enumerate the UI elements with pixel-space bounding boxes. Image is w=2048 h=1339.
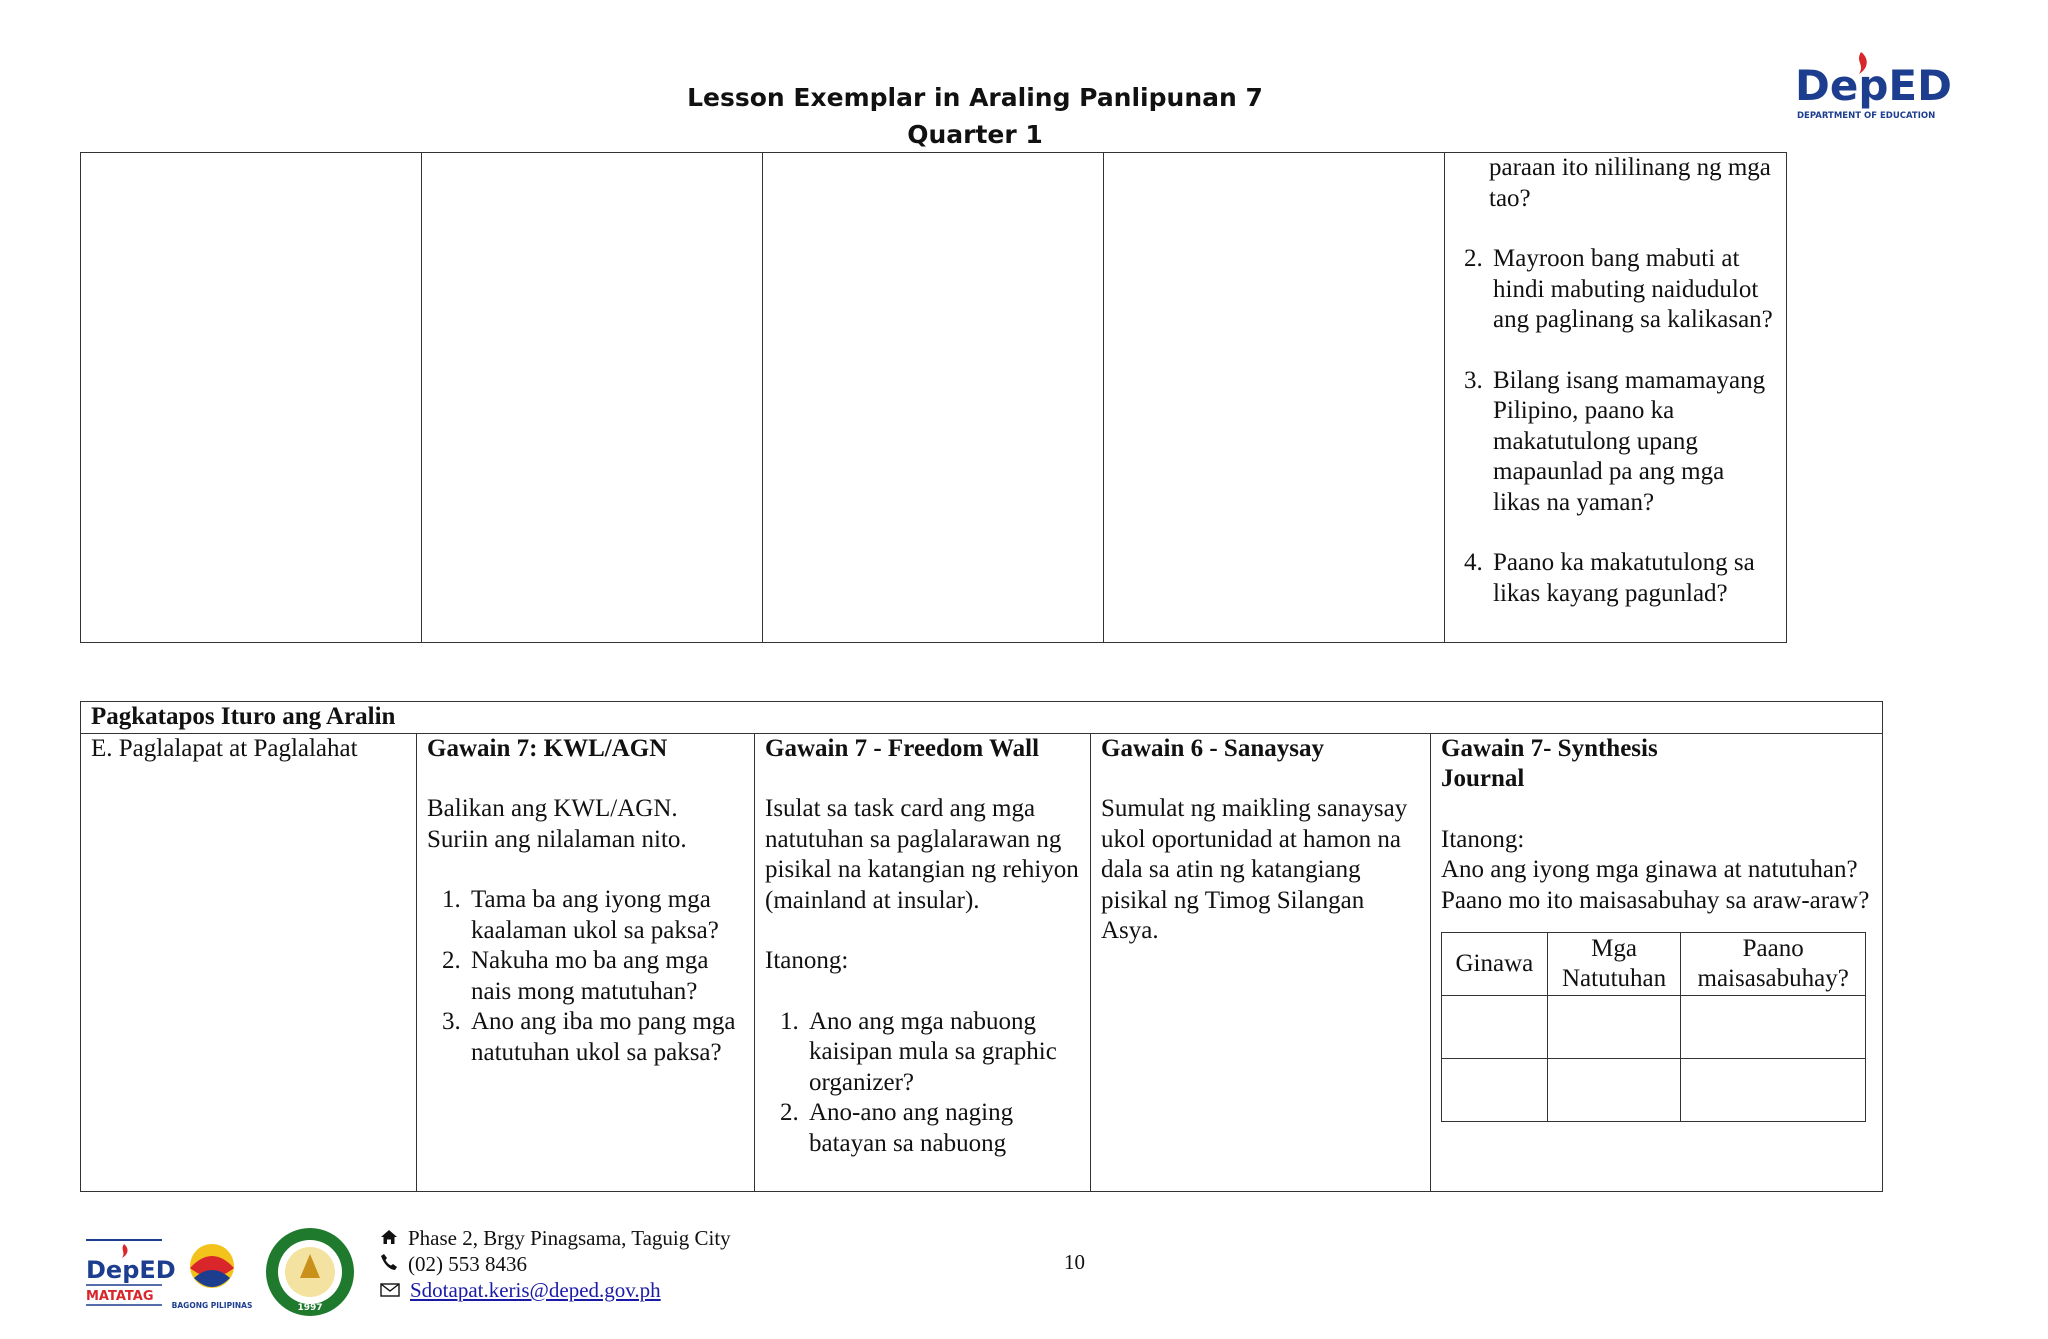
footer-address: Phase 2, Brgy Pinagsama, Taguig City <box>408 1226 731 1250</box>
journal-cell <box>1681 996 1866 1059</box>
journal-cell <box>1442 1059 1548 1122</box>
journal-cell <box>1442 996 1548 1059</box>
phase-label: E. Paglalapat at Paglalahat <box>81 733 417 1191</box>
list-item: 1. Tama ba ang iyong mga kaalaman ukol sa paksa? <box>467 885 744 946</box>
gawain-journal-title: Gawain 7- Synthesis Journal <box>1441 734 1658 792</box>
journal-cell <box>1547 996 1681 1059</box>
gawain-sanaysay-text: Sumulat ng maikling sanaysay ukol oportunidad at hamon na dala sa atin ng katangiang pisikal ng Timog Silangan Asya. <box>1101 795 1408 944</box>
gawain-journal-cell <box>1431 733 1883 1191</box>
matatag-text: MATATAG <box>86 1289 154 1304</box>
journal-cell <box>1681 1059 1866 1122</box>
mail-icon <box>380 1277 400 1303</box>
cont-cell-2 <box>422 153 763 643</box>
document-title: Lesson Exemplar in Araling Panlipunan 7 <box>687 83 1263 112</box>
bagong-pilipinas-logo <box>172 1236 252 1312</box>
footer-phone: (02) 553 8436 <box>408 1252 527 1276</box>
gawain-journal-text: Ano ang iyong mga ginawa at natutuhan? Paano mo ito maisasabuhay sa araw-araw? <box>1441 856 1870 914</box>
home-icon <box>380 1225 398 1251</box>
quarter-label: Quarter 1 <box>907 120 1043 149</box>
gawain-sanaysay-title: Gawain 6 - Sanaysay <box>1101 734 1324 762</box>
gawain-freedom-title: Gawain 7 - Freedom Wall <box>765 734 1040 762</box>
journal-header-maisasabuhay: Paano maisasabuhay? <box>1681 933 1866 996</box>
gawain-kwl-title: Gawain 7: KWL/AGN <box>427 734 668 762</box>
deped-logo-subtext: DEPARTMENT OF EDUCATION <box>1797 111 1936 121</box>
section-title: Pagkatapos Ituro ang Aralin <box>81 702 1883 734</box>
cont-cell-5 <box>1445 153 1787 643</box>
school-seal-year: 1997 <box>297 1303 323 1313</box>
list-item: 3. Bilang isang mamamayang Pilipino, paano ka makatutulong upang mapaunlad pa ang mga likas na yaman? <box>1489 366 1776 519</box>
list-item: 4. Paano ka makatutulong sa likas kayang pagunlad? <box>1489 548 1776 609</box>
journal-header-ginawa: Ginawa <box>1442 933 1548 996</box>
matatag-deped-text: DepED <box>86 1256 176 1284</box>
gawain-freedom-text: Isulat sa task card ang mga natutuhan sa paglalarawan ng pisikal na katangian ng rehiyon (mainland at insular). <box>765 795 1079 914</box>
gawain-kwl-cell <box>417 733 755 1191</box>
gawain-kwl-list <box>427 885 744 1068</box>
cont-intro-text: paraan ito nililinang ng mga tao? <box>1489 154 1771 212</box>
gawain-freedom-list <box>765 1007 1080 1160</box>
footer-email-link[interactable]: Sdotapat.keris@deped.gov.ph <box>410 1278 661 1302</box>
cont-cell-1 <box>81 153 422 643</box>
list-item: 2. Mayroon bang mabuti at hindi mabuting naidudulot ang paglinang sa kalikasan? <box>1489 244 1776 336</box>
gawain-freedom-cell <box>755 733 1091 1191</box>
gawain-freedom-label: Itanong: <box>765 947 849 974</box>
gawain-kwl-text: Balikan ang KWL/AGN. Suriin ang nilalaman nito. <box>427 795 687 853</box>
cont-cell-4 <box>1104 153 1445 643</box>
deped-logo <box>1795 48 1952 124</box>
list-item: 3. Ano ang iba mo pang mga natutuhan ukol sa paksa? <box>467 1007 744 1068</box>
deped-logo-text: DepED <box>1795 61 1952 110</box>
cont-cell-3 <box>763 153 1104 643</box>
deped-matatag-logo <box>84 1238 176 1312</box>
continuation-table <box>80 152 1787 643</box>
lesson-table <box>80 701 1883 1192</box>
cont-question-list <box>1447 244 1776 609</box>
journal-header-natutuhan: Mga Natutuhan <box>1547 933 1681 996</box>
list-item: 2. Nakuha mo ba ang mga nais mong matutuhan? <box>467 946 744 1007</box>
school-seal-logo <box>264 1226 356 1318</box>
page-number: 10 <box>1064 1250 1085 1274</box>
bagong-pilipinas-text: BAGONG PILIPINAS <box>171 1301 253 1310</box>
list-item: 2. Ano-ano ang naging batayan sa nabuong <box>805 1098 1080 1159</box>
journal-cell <box>1547 1059 1681 1122</box>
footer-contact <box>380 1225 731 1303</box>
gawain-sanaysay-cell <box>1091 733 1431 1191</box>
journal-table <box>1441 932 1866 1122</box>
phone-icon <box>380 1251 398 1277</box>
list-item: 1. Ano ang mga nabuong kaisipan mula sa graphic organizer? <box>805 1007 1080 1099</box>
gawain-journal-label: Itanong: <box>1441 825 1525 853</box>
